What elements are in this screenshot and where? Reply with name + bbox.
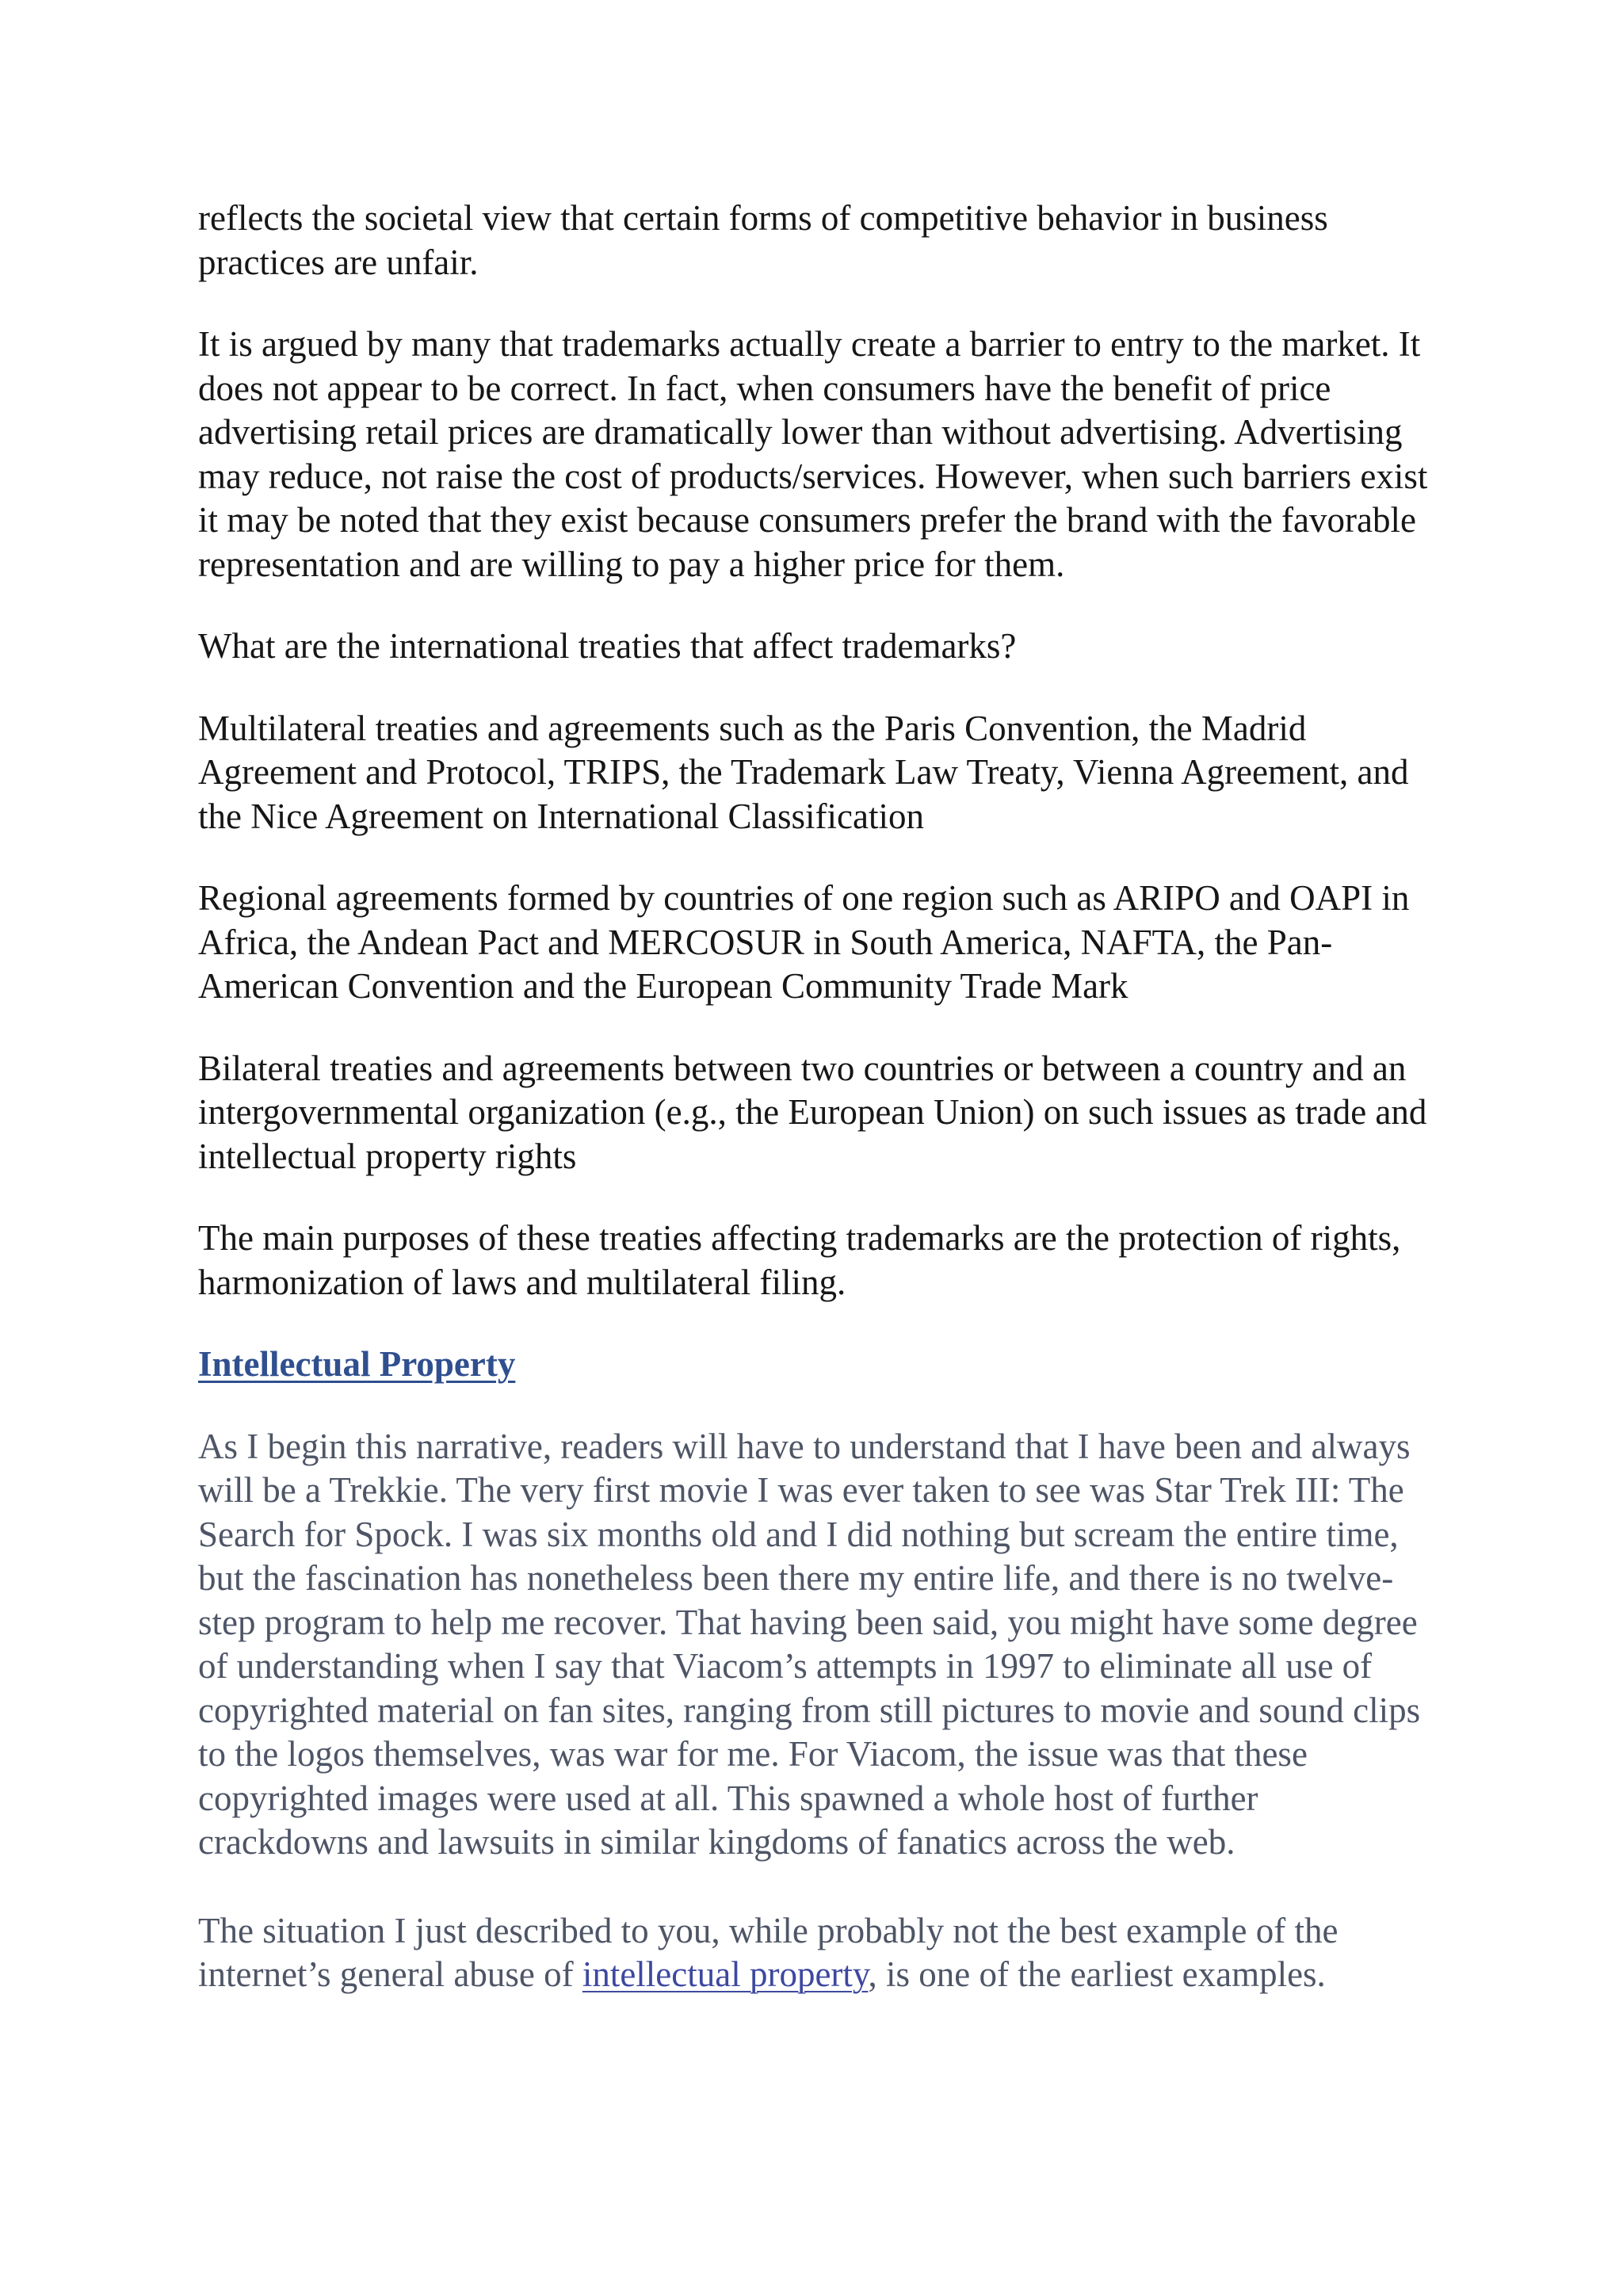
paragraph-multilateral-treaties: Multilateral treaties and agreements such as the Paris Convention, the Madrid Agreement and Protocol, TRIPS, the Trademark Law Treaty, Vienna Agreement, and the Nice Agreement on International Classification xyxy=(198,708,1409,836)
paragraph-trekkie-narrative: As I begin this narrative, readers will have to understand that I have been and always will be a Trekkie. The very first movie I was ever taken to see was Star Trek III: The Search for Spock. I was six months old and I did nothing but scream the entire time, but the fascination has nonetheless been there my entire life, and there is no twelve-step program to help me recover. That having been said, you might have some degree of understanding when I say that Viacom’s attempts in 1997 to eliminate all use of copyrighted material on fan sites, ranging from still pictures to movie and sound clips to the logos themselves, was war for me. For Viacom, the issue was that these copyrighted images were used at all. This spawned a whole host of further crackdowns and lawsuits in similar kingdoms of fanatics across the web. xyxy=(198,1426,1421,1862)
section-heading-intellectual-property[interactable]: Intellectual Property xyxy=(198,1344,516,1384)
paragraph-treaties-question: What are the international treaties that affect trademarks? xyxy=(198,626,1017,666)
paragraph-situation-described xyxy=(198,1909,1434,1997)
narrative-section xyxy=(198,1425,1434,1997)
document-body xyxy=(198,197,1434,1997)
intellectual-property-link[interactable]: intellectual property xyxy=(582,1954,869,1994)
paragraph-bilateral-treaties: Bilateral treaties and agreements between two countries or between a country and an intergovernmental organization (e.g., the European Union) on such issues as trade and intellectual property rights xyxy=(198,1048,1427,1176)
paragraph-situation-text-before: The situation I just described to you, while probably not the best example of the internet’s general abuse of xyxy=(198,1910,1338,1994)
paragraph-regional-agreements: Regional agreements formed by countries of one region such as ARIPO and OAPI in Africa, the Andean Pact and MERCOSUR in South America, NAFTA, the Pan-American Convention and the European Community Trade Mark xyxy=(198,878,1410,1006)
paragraph-treaty-purposes: The main purposes of these treaties affecting trademarks are the protection of rights, harmonization of laws and multilateral filing. xyxy=(198,1218,1401,1302)
paragraph-barrier-to-entry: It is argued by many that trademarks actually create a barrier to entry to the market. It does not appear to be correct. In fact, when consumers have the benefit of price advertising retail prices are dramatically lower than without advertising. Advertising may reduce, not raise the cost of products/services. However, when such barriers exist it may be noted that they exist because consumers prefer the brand with the favorable representation and are willing to pay a higher price for them. xyxy=(198,324,1428,584)
paragraph-unfair-practices: reflects the societal view that certain forms of competitive behavior in business practices are unfair. xyxy=(198,198,1328,282)
paragraph-situation-text-after: , is one of the earliest examples. xyxy=(868,1954,1326,1994)
